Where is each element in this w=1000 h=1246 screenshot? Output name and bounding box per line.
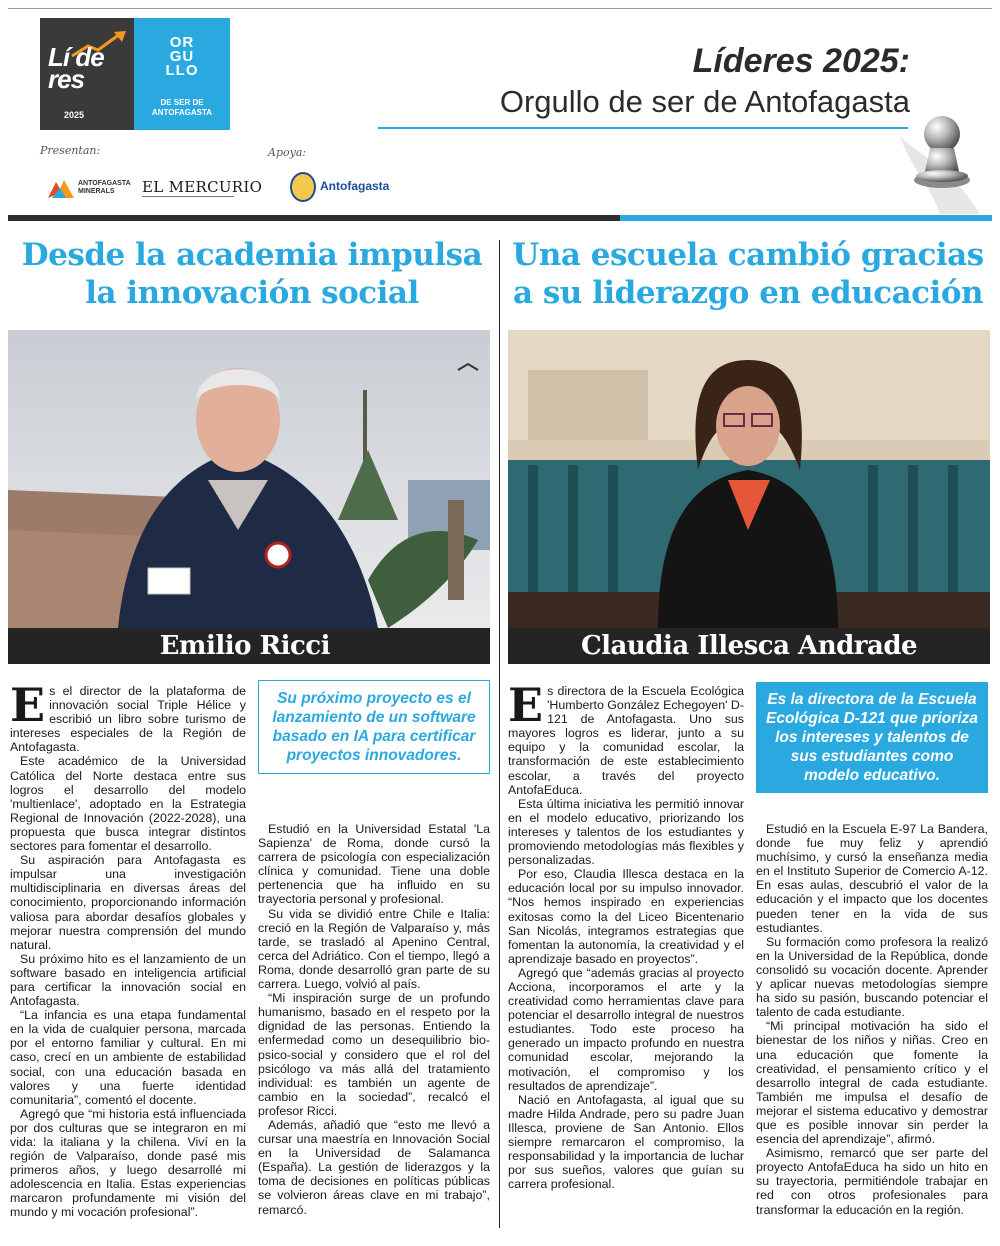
chess-pawn-icon [880,96,990,216]
logo-year: 2025 [64,110,85,120]
left-article-col1: Es el director de la plataforma de innovación social Triple Hélice y escribió un libro sobre turismo de intereses especiales de la Región de Antofagasta. Este académico de la Universidad Católica del Norte destaca entre sus logros el desarrollo del modelo 'multienlace', adoptado en la Estrategia Regional de Innovación (2022-2028), una propuesta que busca integrar distintos sectores para fomentar el desarrollo. Su aspiración para Antofagasta es impulsar una investigación multidisciplinaria en diversas áreas del conocimiento, proporcionando información valiosa para abordar desafíos globales y mejorar nuestra comprensión del mundo natural. Su próximo hito es el lanzamiento de un software basado en inteligencia artificial para certificar la innovación social en Antofagasta. “La infancia es una etapa fundamental en la vida de cualquier persona, marcada por el entorno familiar y cultural. En mi caso, crecí en un ambiente de estabilidad social, con una educación basada en valores y una fuerte identidad comunitaria”, comentó el docente. Agregó que “mi historia está influenciada por dos culturas que se integraron en mi vida: la italiana y la chilena. Viví en la región de Valparaíso, donde pasé mis primeros años, y luego desarrollé mi adolescencia en Italia. Estas experiencias marcaron profundamente mi visión del mundo y mi vocación profesional”. [10,678,246,1220]
header-band-blue [620,215,992,221]
right-article-col1: Es directora de la Escuela Ecológica 'Humberto González Echegoyen' D-121 de Antofagasta. Uno sus mayores logros es liderar, junto a su equipo y la comunidad escolar, la transformación de este establecimiento escolar, a través del proyecto AntofaEduca. Esta última iniciativa les permitió innovar en el modelo educativo, priorizando los intereses y talentos de los estudiantes y promoviendo metodologías más flexibles y personalizadas. Por eso, Claudia Illesca destaca en la educación local por su impulso innovador. “Nos hemos inspirado en experiencias exitosas como la del Liceo Bicentenario San Nicolás, integramos estrategias que fomentan la autonomía, la creatividad y el aprendizaje basado en proyectos”. Agregó que “además gracias al proyecto Acciona, incorporamos el arte y la creatividad como herramientas clave para potenciar el desarrollo integral de nuestros estudiantes. Todo este proceso ha generado un impacto profundo en nuestra comunidad escolar, mejorando la motivación, el compromiso y los resultados de aprendizaje”. Nació en Antofagasta, al igual que su madre Hilda Andrade, pero su padre Juan Illesca, proviene de San Antonio. Ellos siempre remarcaron el compromiso, la responsabilidad y la importancia de luchar por sus sueños, valores que guían su carrera profesional. [508,678,744,1192]
column-divider [499,240,500,1228]
el-mercurio-logo: EL MERCURIO [142,178,263,196]
municipal-name: Antofagasta [320,179,390,193]
right-headline: Una escuela cambió gracias a su liderazgo en educación [512,237,984,311]
municipal-seal-icon [290,172,316,202]
page-subtitle: Orgullo de ser de Antofagasta [499,84,910,119]
right-article-col2: Estudió en la Escuela E-97 La Bandera, donde fue muy feliz y aprendió muchísimo, y cursó la enseñanza media en el Instituto Superior de Comercio A-12. En esas aulas, descubrió el valor de la educación y el impacto que los docentes pueden tener en la vida de sus estudiantes. Su formación como profesora la realizó en la Universidad de la República, donde consolidó su vocación docente. Aprender y aplicar nuevas metodologías siempre ha sido su pasión, buscando potenciar el talento de cada estudiante. “Mi principal motivación ha sido el bienestar de los niños y niñas. Creo en una educación que fomente la creatividad, el pensamiento crítico y el desarrollo integral de cada estudiante. También me impulsa el desafío de mejorar el sistema educativo y demostrar que es posible innovar sin perder la esencia del aprendizaje”, afirmó. Asimismo, remarcó que ser parte del proyecto AntofaEduca ha sido un hito en su trayectoria, permitiéndole trabajar en red con otros profesionales para transformar la educación en la región. [756,822,988,1217]
lideres-2025-logo [40,18,134,130]
right-nameplate: Claudia Illesca Andrade [508,628,990,664]
antofagasta-minerals-logo [48,176,131,198]
municipalidad-antofagasta-logo [290,172,390,204]
minerals-mark-icon [48,176,74,198]
logo-lideres-text: Lí de res [48,42,104,94]
left-pull-quote: Su próximo proyecto es el lanzamiento de un software basado en IA para certificar proyectos innovadores. [258,680,490,774]
right-dropcap: E [508,678,544,732]
minerals-text: ANTOFAGASTA MINERALS [78,180,131,195]
left-headline: Desde la academia impulsa la innovación social [21,237,483,311]
left-article-col2: Estudió en la Universidad Estatal 'La Sapienza' de Roma, donde cursó la carrera de psicología con especialización clínica y comunidad. Tiene una doble pertenencia que ha influido en su trayectoria personal y profesional. Su vida se dividió entre Chile e Italia: creció en la Región de Valparaíso y, más tarde, se trasladó al Apenino Central, cerca del Adriático. Con el tiempo, llegó a Roma, donde desarrolló gran parte de su carrera. Luego, volvió al país. “Mi inspiración surge de un profundo humanismo, basado en el respeto por la dignidad de las personas. Entiendo la enfermedad como un desequilibrio bio-psico-social y considero que el rol del psicólogo va más allá del tratamiento individual: es también un agente de cambio en la sociedad”, recalcó el profesor Ricci. Además, añadió que “esto me llevó a cursar una maestría en Innovación Social en la Universidad de Salamanca (España). La gestión de liderazgos y la toma de decisiones en políticas públicas se volvieron áreas clave en mi trabajo”, remarcó. [258,822,490,1217]
emilio-ricci-photo [8,330,490,628]
left-dropcap: E [10,678,46,732]
top-rule [8,8,992,9]
orgullo-logo [134,18,230,130]
right-pull-quote: Es la directora de la Escuela Ecológica D-121 que prioriza los intereses y talentos de sus estudiantes como modelo educativo. [756,682,988,793]
presentan-label: Presentan: [40,144,101,157]
logo-orgullo-sub: DE SER DE ANTOFAGASTA [151,98,213,117]
el-mercurio-rule [142,196,234,197]
apoya-label: Apoya: [268,146,307,159]
header-band-dark [8,215,620,221]
logo-orgullo-text: OR GU LLO [165,34,199,79]
left-nameplate: Emilio Ricci [8,628,490,664]
title-rule [378,127,908,129]
claudia-illesca-photo [508,330,990,628]
page-title: Líderes 2025: [692,42,910,80]
